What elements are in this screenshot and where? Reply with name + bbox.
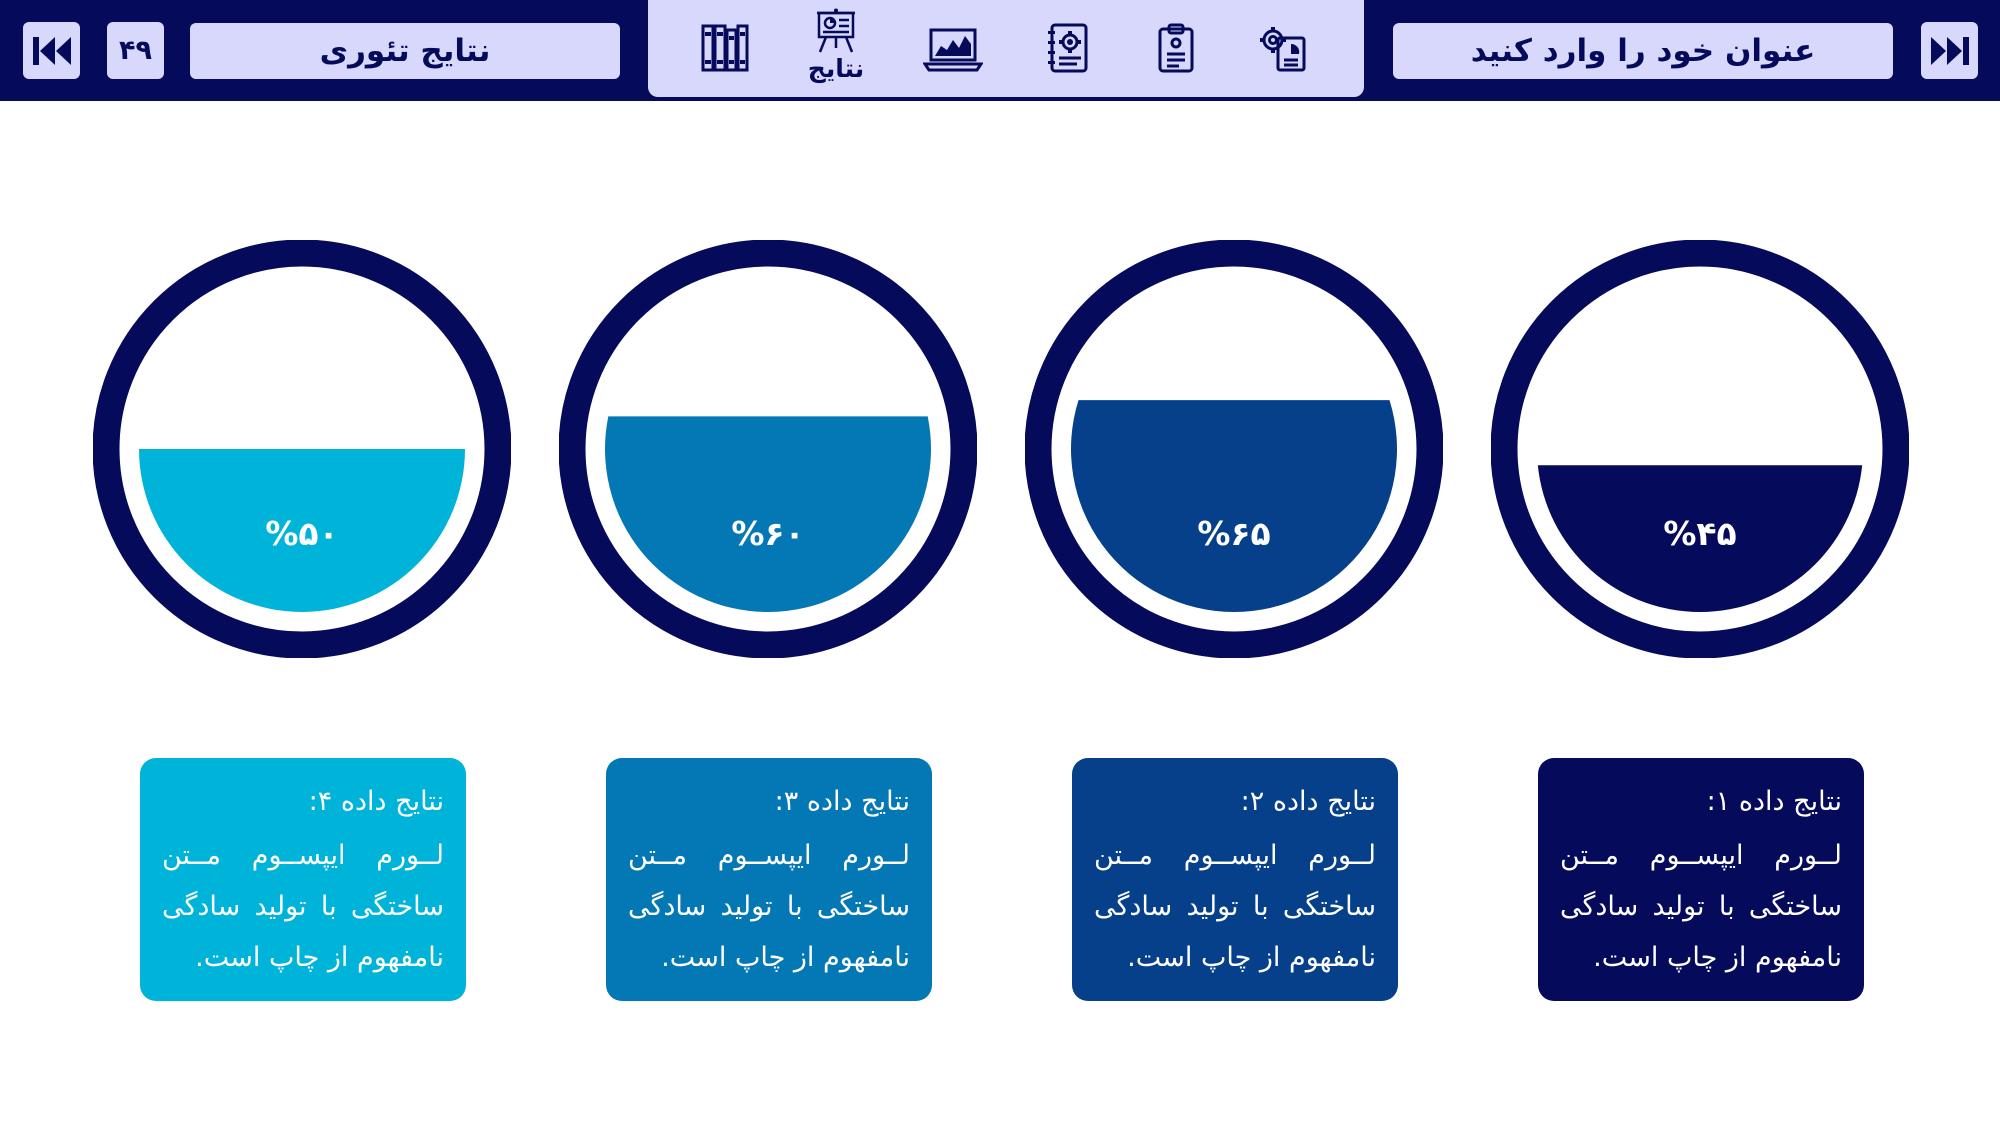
clipboard-icon bbox=[1151, 22, 1201, 74]
menu-item-gears[interactable] bbox=[1248, 8, 1318, 92]
card-body: لــورم ایپســوم مــتن ساختگی با تولید سادگی نامفهوم از چاپ است. bbox=[1094, 840, 1376, 973]
books-icon bbox=[700, 22, 750, 74]
card-body: لــورم ایپســوم مــتن ساختگی با تولید سادگی نامفهوم از چاپ است. bbox=[1560, 840, 1842, 973]
result-card-3 bbox=[1072, 758, 1398, 1001]
gauge-graphic bbox=[1025, 240, 1443, 658]
result-card-1 bbox=[140, 758, 466, 1001]
gauge-percent-label: %۴۵ bbox=[1663, 514, 1737, 553]
laptop-chart-icon bbox=[923, 22, 983, 74]
gauge-graphic bbox=[559, 240, 977, 658]
gauge-1 bbox=[93, 240, 511, 658]
card-body: لــورم ایپســوم مــتن ساختگی با تولید سادگی نامفهوم از چاپ است. bbox=[162, 840, 444, 973]
card-title: نتایج داده ۴: bbox=[308, 786, 444, 817]
section-title: نتایج تئوری bbox=[190, 23, 620, 79]
result-card-4 bbox=[1538, 758, 1864, 1001]
gauge-fill bbox=[1071, 400, 1397, 612]
skip-forward-icon bbox=[1929, 35, 1971, 67]
card-title: نتایج داده ۳: bbox=[774, 786, 910, 817]
gauge-4 bbox=[1491, 240, 1909, 658]
gauge-graphic bbox=[93, 240, 511, 658]
gauge-percent-label: %۶۵ bbox=[1197, 514, 1271, 553]
menu-item-notebook[interactable] bbox=[1034, 8, 1104, 92]
last-page-button[interactable] bbox=[1921, 22, 1978, 79]
top-menu bbox=[648, 0, 1364, 97]
menu-item-clipboard[interactable] bbox=[1141, 8, 1211, 92]
presentation-title[interactable]: عنوان خود را وارد کنید bbox=[1393, 23, 1893, 79]
gears-document-icon bbox=[1258, 22, 1308, 74]
page-number: ۴۹ bbox=[107, 22, 164, 79]
result-card-2 bbox=[606, 758, 932, 1001]
gauge-3 bbox=[1025, 240, 1443, 658]
menu-item-library[interactable] bbox=[690, 8, 760, 92]
gauge-percent-label: %۵۰ bbox=[265, 514, 339, 553]
menu-label-results: نتایج bbox=[807, 54, 865, 83]
card-title: نتایج داده ۲: bbox=[1240, 786, 1376, 817]
card-body: لــورم ایپســوم مــتن ساختگی با تولید سادگی نامفهوم از چاپ است. bbox=[628, 840, 910, 973]
presentation-board-icon bbox=[814, 8, 858, 54]
first-page-button[interactable] bbox=[23, 22, 80, 79]
card-title: نتایج داده ۱: bbox=[1706, 786, 1842, 817]
skip-back-icon bbox=[31, 35, 73, 67]
gauge-2 bbox=[559, 240, 977, 658]
menu-item-chart[interactable] bbox=[918, 8, 988, 92]
gauge-percent-label: %۶۰ bbox=[731, 514, 805, 553]
settings-notebook-icon bbox=[1044, 22, 1094, 74]
menu-item-results[interactable] bbox=[801, 8, 871, 92]
top-bar bbox=[0, 0, 2000, 101]
gauge-graphic bbox=[1491, 240, 1909, 658]
